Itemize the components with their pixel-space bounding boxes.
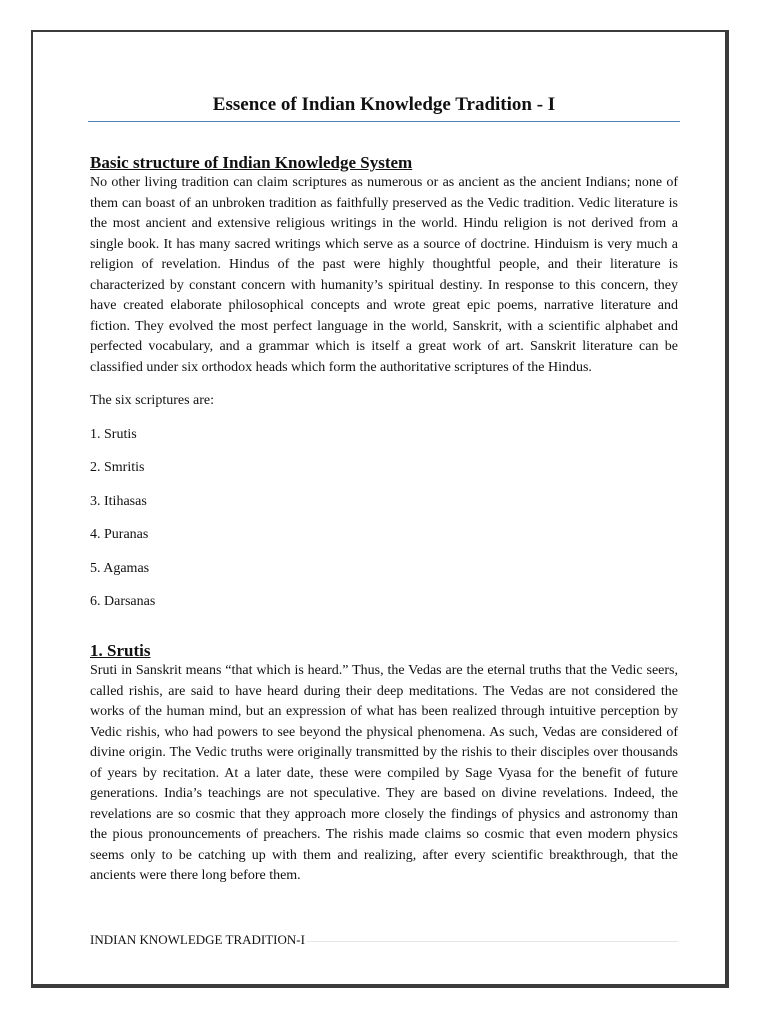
title-divider — [88, 121, 680, 122]
scripture-list-intro: The six scriptures are: — [90, 393, 215, 408]
section-paragraph-basic-structure: No other living tradition can claim scriptures as numerous or as ancient as the ancient Indians; none of them can boast of an unbroken tradition as faithfully preserved as the Vedic tradition. Vedic literature is the most ancient and extensive religious writings in the world. Hindu religion is not derived from a single book. It has many sacred writings which serve as a source of doctrine. Hinduism is very much a religion of revelation. Hindus of the past were highly thoughtful people, and their literature is characterized by constant concern with humanity’s spiritual destiny. In response to this concern, they have created elaborate philosophical concepts and wrote great epic poems, narrative literature and fiction. They evolved the most perfect language in the world, Sanskrit, with a scientific alphabet and perfected vocabulary, and a grammar which is itself a great work of art. Sanskrit literature can be classified under six orthodox heads which form the authoritative scriptures of the Hindus. — [90, 175, 678, 375]
scripture-list — [90, 425, 678, 613]
list-item-itihasas: 3. Itihasas — [90, 493, 147, 509]
list-item-puranas: 4. Puranas — [90, 527, 149, 542]
list-item-agamas: 5. Agamas — [90, 560, 150, 576]
page-content — [90, 92, 678, 887]
footer-text: INDIAN KNOWLEDGE TRADITION-I — [90, 932, 305, 947]
page-title: Essence of Indian Knowledge Tradition - I — [212, 94, 556, 115]
footer-divider — [307, 941, 678, 942]
list-item-darsanas: 6. Darsanas — [90, 594, 156, 609]
list-item-smritis: 2. Smritis — [90, 460, 145, 475]
section-paragraph-srutis: Sruti in Sanskrit means “that which is heard.” Thus, the Vedas are the eternal truths that the Vedic seers, called rishis, are said to have heard during their deep meditations. The Vedas are not considered the works of the human mind, but an expression of what has been realized through intuitive perception by Vedic rishis, who had powers to see beyond the physical phenomena. As such, Vedas are considered of divine origin. The Vedic truths were originally transmitted by the rishis to their disciples over thousands of years by recitation. At a later date, these were compiled by Sage Vyasa for the benefit of future generations. India’s teachings are not speculative. They are based on divine revelations. Indeed, the revelations are so cosmic that they approach more closely the findings of physics and astronomy than the pious pronouncements of preachers. The rishis made claims so cosmic that even modern physics seems only to be catching up with them and realizing, after every scientific breakthrough, that the ancients were there long before them. — [90, 663, 678, 883]
page-footer — [90, 931, 678, 949]
list-item-srutis: 1. Srutis — [90, 426, 137, 442]
section-heading-basic-structure: Basic structure of Indian Knowledge System — [90, 153, 413, 172]
section-heading-srutis: 1. Srutis — [90, 641, 151, 660]
